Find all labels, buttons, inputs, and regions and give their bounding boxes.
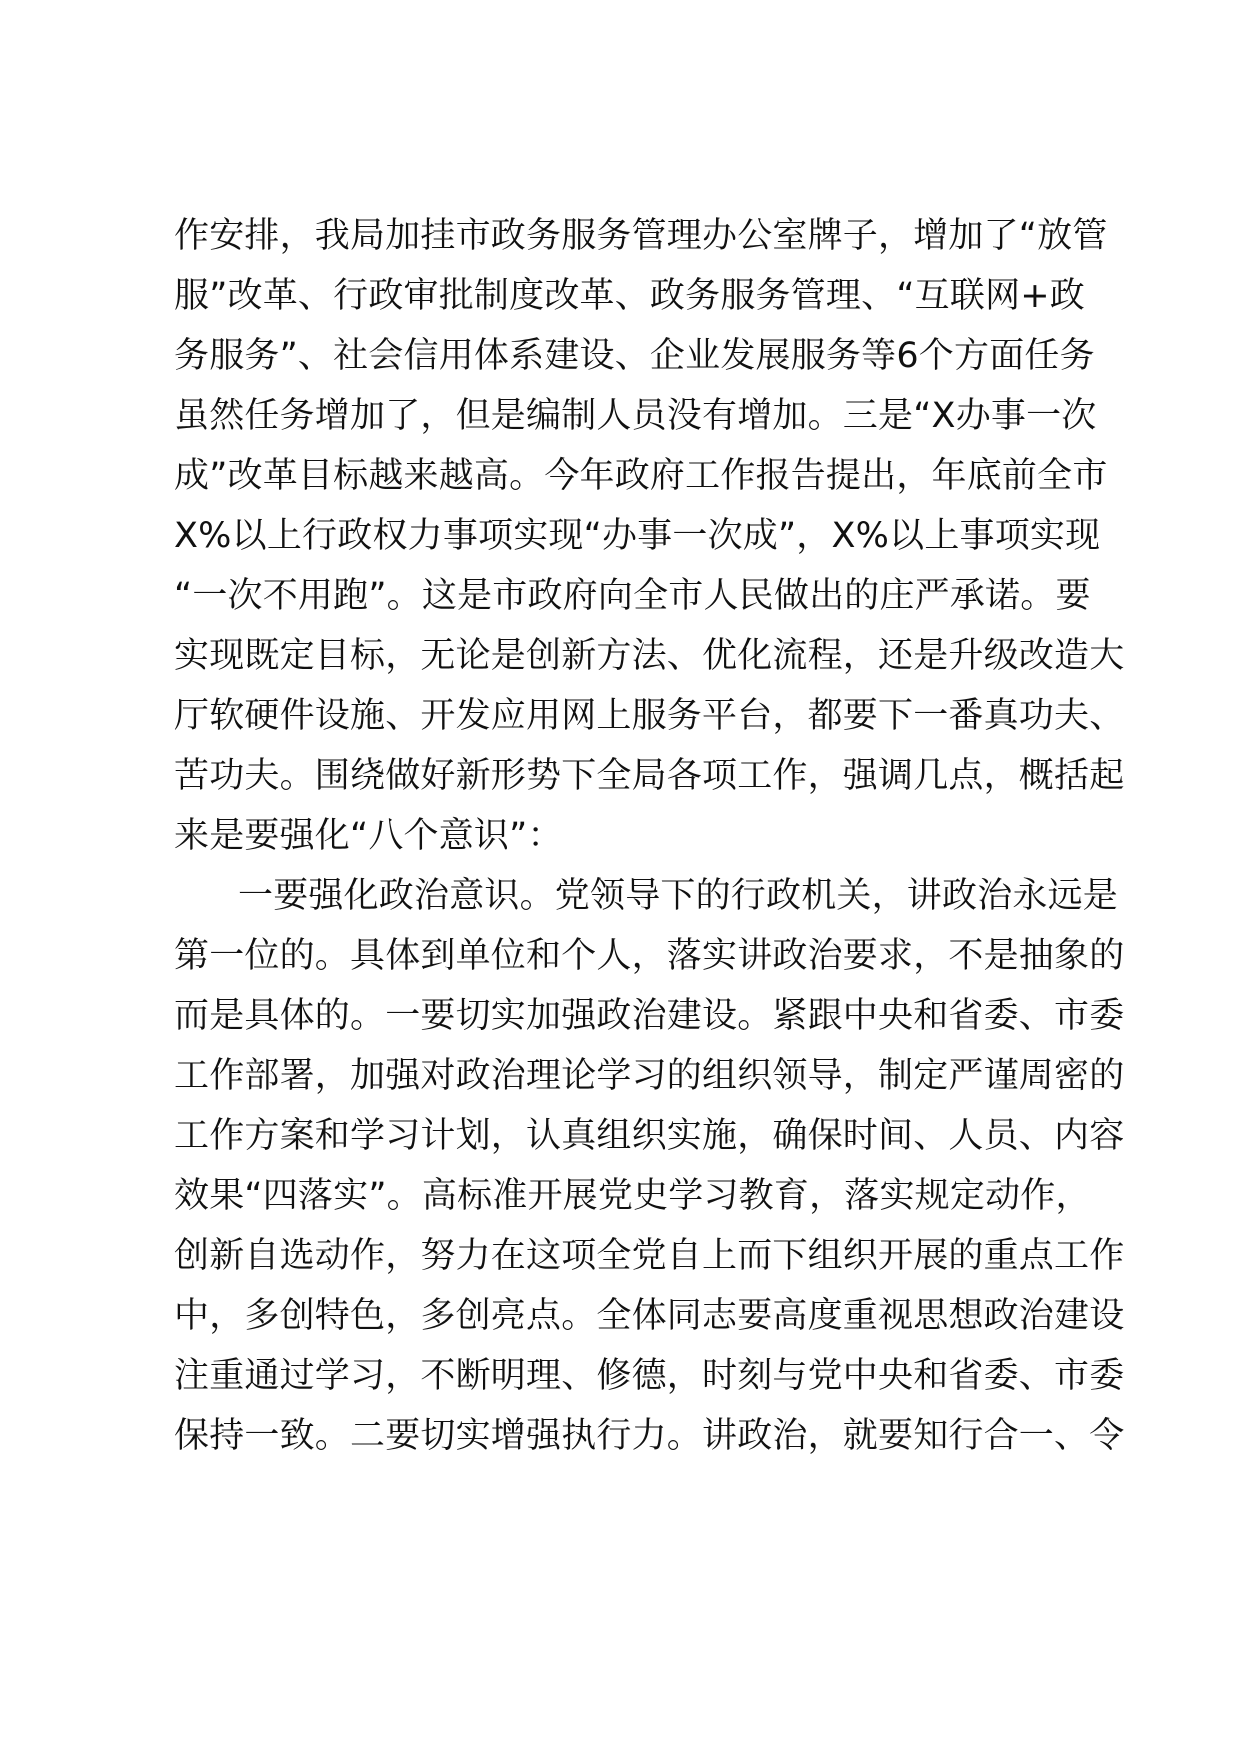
text-line: 服”改革、行政审批制度改革、政务服务管理、“互联网+政 [174, 276, 1085, 316]
text-line: 工作部署，加强对政治理论学习的组织领导，制定严谨周密的 [174, 1056, 1125, 1096]
text-line: 务服务”、社会信用体系建设、企业发展服务等6个方面任务 [174, 336, 1095, 376]
text-line: 创新自选动作，努力在这项全党自上而下组织开展的重点工作 [174, 1236, 1125, 1276]
text-line: 实现既定目标，无论是创新方法、优化流程，还是升级改造大 [174, 636, 1125, 676]
text-line: 第一位的。具体到单位和个人，落实讲政治要求，不是抽象的 [174, 936, 1125, 976]
text-line: 苦功夫。围绕做好新形势下全局各项工作，强调几点，概括起 [174, 756, 1125, 796]
text-line: 虽然任务增加了，但是编制人员没有增加。三是“X办事一次 [174, 396, 1097, 436]
text-line: “一次不用跑”。这是市政府向全市人民做出的庄严承诺。要 [174, 576, 1091, 616]
paragraph-heading-line: 一要强化政治意识。党领导下的行政机关，讲政治永远是 [238, 876, 1119, 916]
body-text [174, 206, 1125, 1466]
text-line: 作安排，我局加挂市政务服务管理办公室牌子，增加了“放管 [174, 216, 1108, 256]
text-line: 厅软硬件设施、开发应用网上服务平台，都要下一番真功夫、 [174, 696, 1125, 736]
text-line: 保持一致。二要切实增强执行力。讲政治，就要知行合一、令 [174, 1416, 1125, 1456]
text-line: 注重通过学习，不断明理、修德，时刻与党中央和省委、市委 [174, 1356, 1125, 1396]
text-line: 效果“四落实”。高标准开展党史学习教育，落实规定动作， [174, 1176, 1091, 1216]
text-line: 工作方案和学习计划，认真组织实施，确保时间、人员、内容 [174, 1116, 1125, 1156]
text-line: X%以上行政权力事项实现“办事一次成”，X%以上事项实现 [174, 516, 1101, 556]
text-line: 而是具体的。一要切实加强政治建设。紧跟中央和省委、市委 [174, 996, 1125, 1036]
text-line: 来是要强化“八个意识”： [174, 816, 563, 856]
text-line: 成”改革目标越来越高。今年政府工作报告提出，年底前全市 [174, 456, 1108, 496]
text-line: 中，多创特色，多创亮点。全体同志要高度重视思想政治建设 [174, 1296, 1125, 1336]
